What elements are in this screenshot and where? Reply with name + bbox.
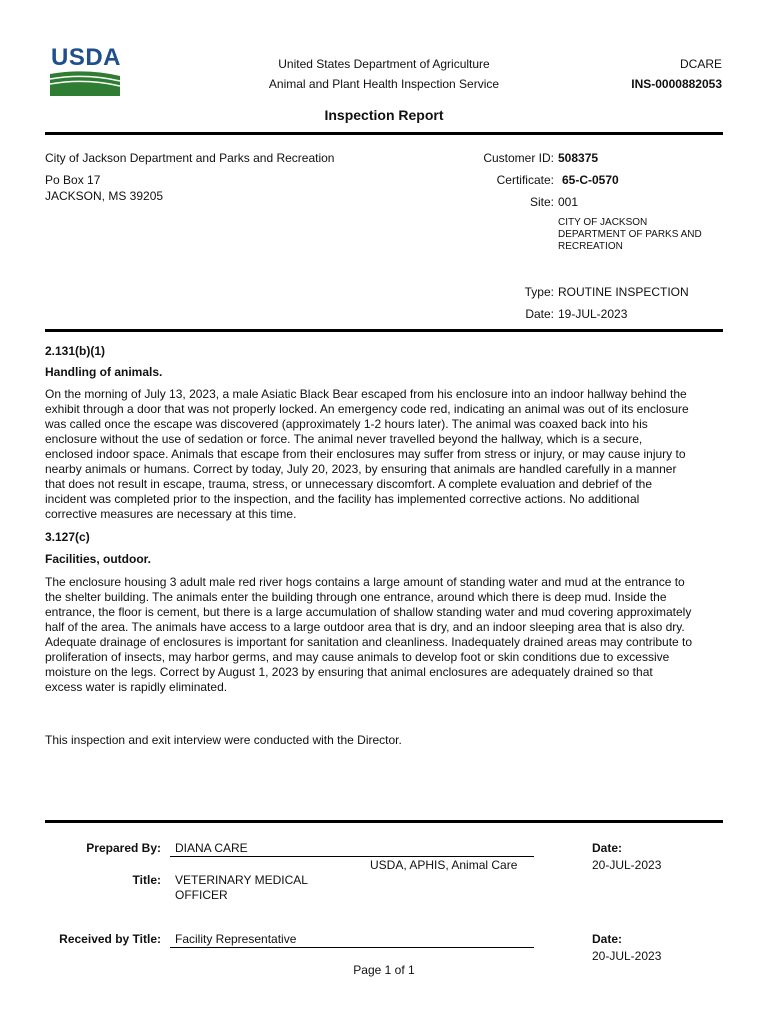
date-label-prepared: Date: [592, 841, 623, 855]
finding-narrative [45, 387, 725, 522]
type-label: Type: [524, 285, 554, 299]
title-label: Title: [132, 873, 161, 887]
logo-text: USDA [51, 44, 122, 71]
narrative-line: moisture on the legs. Correct by August 1, 2023 by ensuring that animal enclosures are adequately drained so that [45, 665, 653, 679]
certificate-number: 65-C-0570 [562, 173, 619, 187]
preparer-title-line: VETERINARY MEDICAL [175, 873, 308, 887]
site-name-line: RECREATION [558, 241, 623, 252]
certificate-label: Certificate: [496, 173, 554, 187]
signature-divider [45, 820, 723, 823]
narrative-line: proliferation of insects, may harbor germs, and may cause animals to develop foot or skin conditions due to excessive [45, 650, 670, 664]
closing-statement: This inspection and exit interview were conducted with the Director. [45, 733, 402, 747]
report-title: Inspection Report [324, 107, 444, 123]
site-name [558, 217, 702, 253]
site-name-line: DEPARTMENT OF PARKS AND [558, 229, 702, 240]
agency-name: USDA, APHIS, Animal Care [370, 858, 518, 872]
facility-address-2: JACKSON, MS 39205 [45, 189, 164, 203]
date-label-received: Date: [592, 932, 623, 946]
finding-narrative [45, 575, 725, 695]
info-divider [45, 329, 723, 332]
facility-address-1: Po Box 17 [45, 173, 101, 187]
narrative-line: excess water is rapidly eliminated. [45, 680, 228, 694]
finding-title: Facilities, outdoor. [45, 552, 152, 566]
narrative-line: exhibit through a door that was not properly locked. An emergency code red, indicating an animal was out of its enclosure [45, 402, 689, 416]
header-divider [45, 132, 723, 135]
received-by-title: Facility Representative [175, 932, 297, 946]
prepared-by-label: Prepared By: [86, 841, 161, 855]
finding-title: Handling of animals. [45, 365, 163, 379]
preparer-title-line: OFFICER [175, 888, 228, 902]
narrative-line: corrective measures are necessary at this time. [45, 507, 297, 521]
received-by-label: Received by Title: [59, 932, 161, 946]
department-name: United States Department of Agriculture [278, 57, 490, 71]
site-name-line: CITY OF JACKSON [558, 217, 648, 228]
preparer-title [175, 873, 308, 903]
narrative-line: enclosed indoor space. Animals that escape from their enclosures may suffer from stress or injury, or may cause injury to [45, 447, 686, 461]
service-name: Animal and Plant Health Inspection Service [268, 77, 500, 91]
narrative-line: incident was completed prior to the inspection, and the facility has implemented corrective actions. No additional [45, 492, 640, 506]
date-received: 20-JUL-2023 [592, 949, 662, 963]
narrative-line: enclosure without the use of sedation or force. The animal never travelled beyond the hallway, which is a secure, [45, 432, 643, 446]
narrative-line: The enclosure housing 3 adult male red river hogs contains a large amount of standing water and mud at the entrance to [45, 575, 685, 589]
narrative-line: the shelter building. The animals enter the building through one entrance, around which there is deep mud. Inside the [45, 590, 667, 604]
inspection-date: 19-JUL-2023 [558, 307, 628, 321]
prepared-by-line [170, 856, 534, 857]
date-prepared: 20-JUL-2023 [592, 858, 662, 872]
narrative-line: nearby animals or humans. Correct by today, July 20, 2023, by ensuring that animals are handled carefully in a manner [45, 462, 677, 476]
narrative-line: that does not result in escape, trauma, stress, or unnecessary discomfort. A complete evaluation and debrief of the [45, 477, 653, 491]
narrative-line: half of the area. The animals have access to a large outdoor area that is dry, and an indoor sleeping area that is also dry. [45, 620, 685, 634]
customer-id: 508375 [558, 151, 599, 165]
narrative-line: On the morning of July 13, 2023, a male Asiatic Black Bear escaped from his enclosure into an indoor hallway behind the [45, 387, 687, 401]
received-by-line [170, 947, 534, 948]
customer-id-label: Customer ID: [483, 151, 554, 165]
narrative-line: entrance, the floor is cement, but there is a large accumulation of shallow standing water and mud covering approximately [45, 605, 692, 619]
prepared-by-name: DIANA CARE [175, 841, 248, 855]
narrative-line: Adequate drainage of enclosures is important for sanitation and cleanliness. Inadequately drained areas may contribute to [45, 635, 693, 649]
page-number: Page 1 of 1 [353, 963, 415, 977]
report-id: INS-0000882053 [631, 77, 722, 91]
narrative-line: was called once the escape was discovered (approximately 1-2 hours later). The animal was coaxed back into his [45, 417, 648, 431]
inspection-type: ROUTINE INSPECTION [558, 285, 689, 299]
site-label: Site: [529, 195, 554, 209]
site-number: 001 [558, 195, 579, 209]
date-label: Date: [525, 307, 554, 321]
facility-name: City of Jackson Department and Parks and Recreation [45, 151, 335, 165]
finding-code: 3.127(c) [45, 530, 90, 544]
program-code: DCARE [679, 57, 722, 71]
finding-code: 2.131(b)(1) [45, 344, 106, 358]
